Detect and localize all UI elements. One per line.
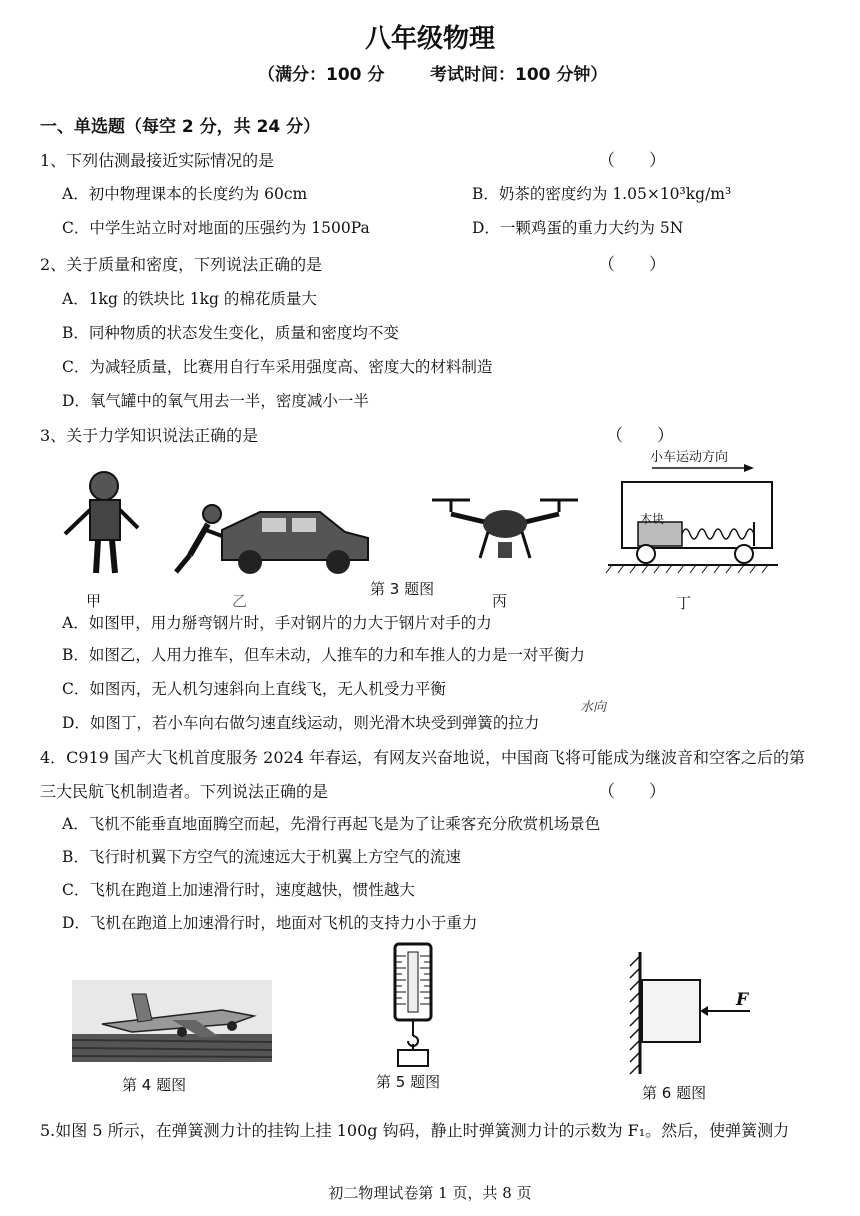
figure-3-caption: 第 3 题图	[370, 580, 435, 598]
figure-yi-car-icon	[170, 500, 370, 580]
full-score: （满分：100 分	[258, 65, 385, 85]
q4-option-a: A．飞机不能垂直地面腾空而起，先滑行再起飞是为了让乘客充分欣赏机场景色	[62, 815, 601, 833]
exam-time: 考试时间：100 分钟）	[430, 65, 608, 85]
answer-paren: （ ）	[598, 151, 666, 171]
q4-option-b: B．飞行时机翼下方空气的流速远大于机翼上方空气的流速	[62, 848, 461, 866]
cart-direction-label: 小车运动方向	[650, 450, 729, 465]
figure-label-jia: 甲	[86, 592, 102, 610]
q1-option-d: D．一颗鸡蛋的重力大约为 5N	[472, 219, 684, 237]
figure-bing-drone-icon	[430, 492, 580, 572]
question-1-stem: 1、下列估测最接近实际情况的是	[40, 151, 275, 170]
question-4-stem-line-1: 4．C919 国产大飞机首度服务 2024 年春运，有网友兴奋地说，中国商飞将可能成为继波音和空客之后的第	[40, 748, 805, 767]
q2-option-c: C．为减轻质量，比赛用自行车采用强度高、密度大的材料制造	[62, 358, 493, 376]
figure-label-bing: 丙	[492, 592, 508, 610]
answer-paren: （ ）	[598, 782, 666, 802]
q1-option-c: C．中学生站立时对地面的压强约为 1500Pa	[62, 219, 370, 237]
figure-4-caption: 第 4 题图	[122, 1076, 187, 1094]
q2-option-a: A．1kg 的铁块比 1kg 的棉花质量大	[62, 290, 317, 308]
section-heading: 一、单选题（每空 2 分，共 24 分）	[40, 117, 321, 137]
figure-ding-cart-icon	[608, 462, 778, 577]
q3-option-b: B．如图乙，人用力推车，但车未动，人推车的力和车推人的力是一对平衡力	[62, 646, 585, 664]
figure-6-caption: 第 6 题图	[642, 1084, 707, 1102]
figure-label-ding: 丁	[676, 594, 692, 612]
figure-6-block-wall-icon	[628, 952, 768, 1076]
q1-option-a: A．初中物理课本的长度约为 60cm	[62, 185, 308, 203]
block-label: 木块	[640, 512, 665, 526]
figure-jia-person-icon	[60, 468, 150, 583]
figure-5-spring-scale-icon	[388, 944, 438, 1069]
figure-label-yi: 乙	[232, 592, 248, 610]
answer-paren: （ ）	[598, 255, 666, 275]
answer-paren: （ ）	[606, 426, 674, 446]
q2-option-d: D．氧气罐中的氧气用去一半，密度减小一半	[62, 392, 369, 410]
q3-option-a: A．如图甲，用力掰弯钢片时，手对钢片的力大于钢片对手的力	[62, 614, 492, 632]
q4-option-c: C．飞机在跑道上加速滑行时，速度越快，惯性越大	[62, 881, 415, 899]
q4-option-d: D．飞机在跑道上加速滑行时，地面对飞机的支持力小于重力	[62, 914, 478, 932]
question-2-stem: 2、关于质量和密度，下列说法正确的是	[40, 255, 323, 274]
q2-option-b: B．同种物质的状态发生变化，质量和密度均不变	[62, 324, 399, 342]
page-footer: 初二物理试卷第 1 页，共 8 页	[328, 1184, 532, 1202]
question-4-stem-line-2: 三大民航飞机制造者。下列说法正确的是	[40, 782, 329, 801]
q1-option-b: B．奶茶的密度约为 1.05×10³kg/m³	[472, 185, 732, 203]
handwritten-note: 水向	[580, 700, 607, 715]
q3-option-c: C．如图丙，无人机匀速斜向上直线飞，无人机受力平衡	[62, 680, 446, 698]
q3-option-d: D．如图丁，若小车向右做匀速直线运动，则光滑木块受到弹簧的拉力	[62, 714, 540, 732]
force-label: F	[736, 990, 749, 1010]
question-3-stem: 3、关于力学知识说法正确的是	[40, 426, 259, 445]
page-title: 八年级物理	[364, 24, 495, 54]
question-5-stem: 5.如图 5 所示，在弹簧测力计的挂钩上挂 100g 钩码，静止时弹簧测力计的示数为 F₁。然后，使弹簧测力	[40, 1121, 790, 1140]
figure-4-airplane-photo	[72, 980, 272, 1062]
figure-5-caption: 第 5 题图	[376, 1073, 441, 1091]
